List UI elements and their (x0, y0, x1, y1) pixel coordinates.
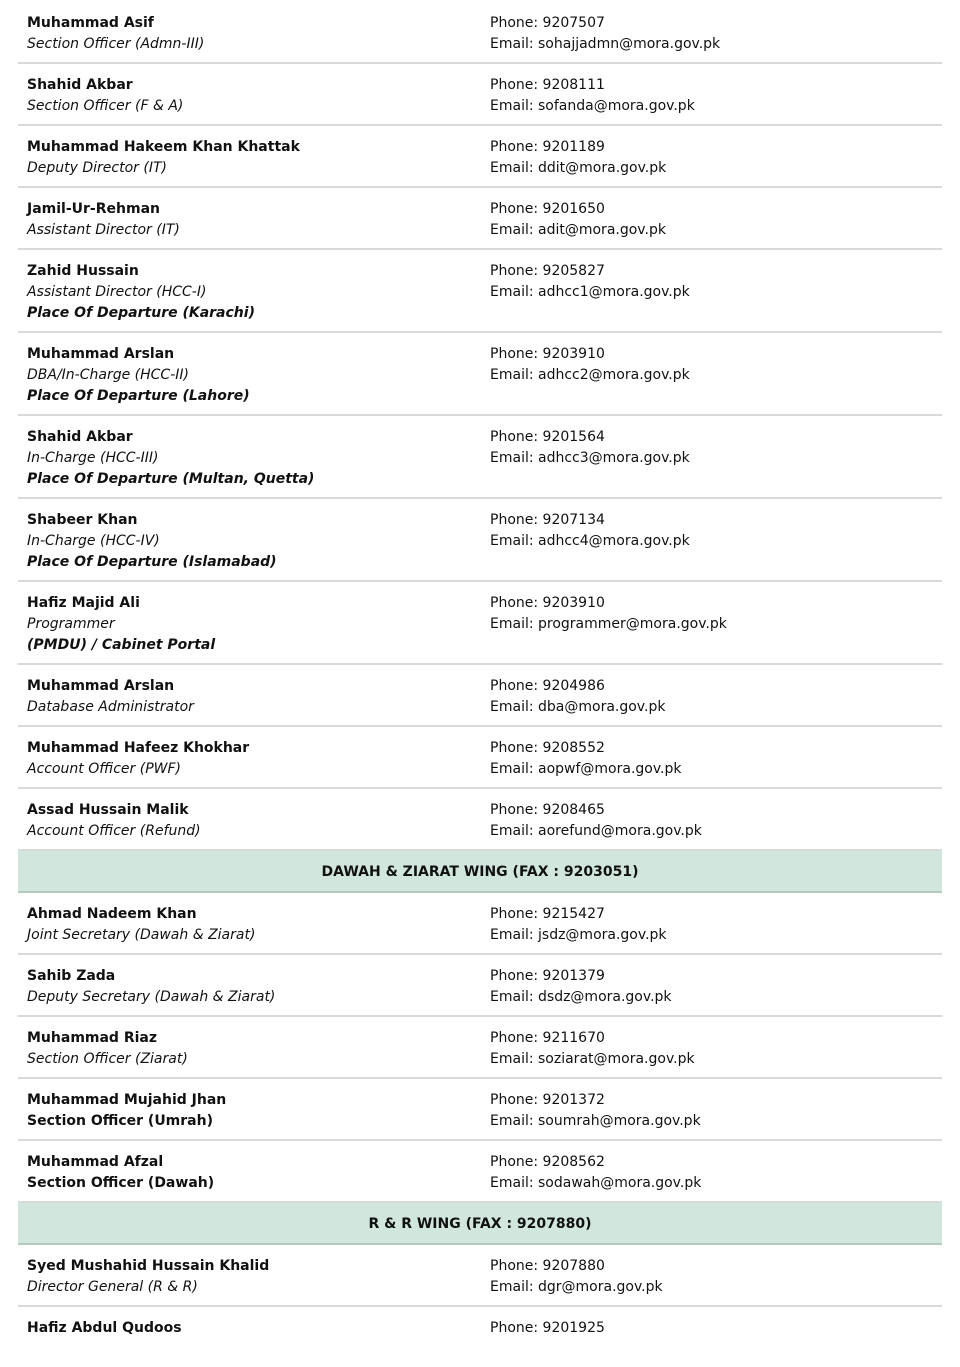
staff-identity (27, 800, 467, 842)
staff-email: Email: dsdz@mora.gov.pk (490, 989, 672, 1005)
staff-identity (27, 738, 467, 780)
staff-email: Email: soumrah@mora.gov.pk (490, 1113, 701, 1129)
staff-entry-row (18, 727, 942, 789)
staff-phone: Phone: 9201189 (490, 139, 605, 155)
staff-email: Email: sohajjadmn@mora.gov.pk (490, 36, 721, 52)
staff-identity (27, 1256, 467, 1298)
staff-phone: Phone: 9201379 (490, 968, 605, 984)
staff-contact (490, 966, 930, 1008)
staff-identity (27, 1028, 467, 1070)
staff-identity (27, 1318, 467, 1339)
staff-contact (490, 1090, 930, 1132)
staff-identity (27, 1090, 467, 1132)
staff-identity (27, 510, 467, 573)
staff-entry-row (18, 893, 942, 955)
staff-email: Email: adhcc3@mora.gov.pk (490, 450, 690, 466)
staff-contact (490, 75, 930, 117)
staff-contact (490, 1152, 930, 1194)
staff-name: Muhammad Hakeem Khan Khattak (27, 139, 300, 155)
staff-phone: Phone: 9211670 (490, 1030, 605, 1046)
staff-phone: Phone: 9205827 (490, 263, 605, 279)
staff-designation: Section Officer (F & A) (27, 98, 184, 114)
staff-identity (27, 199, 467, 241)
staff-posting-note: Place Of Departure (Islamabad) (27, 554, 277, 570)
staff-identity (27, 1152, 467, 1194)
staff-entry-row (18, 1141, 942, 1203)
staff-entry-row (18, 789, 942, 851)
staff-entry-row (18, 1017, 942, 1079)
staff-contact (490, 510, 930, 552)
staff-contact (490, 1028, 930, 1070)
staff-name: Zahid Hussain (27, 263, 139, 279)
staff-phone: Phone: 9201650 (490, 201, 605, 217)
staff-identity (27, 137, 467, 179)
staff-entry-row (18, 955, 942, 1017)
staff-name: Muhammad Hafeez Khokhar (27, 740, 250, 756)
staff-identity (27, 75, 467, 117)
staff-posting-note: Place Of Departure (Karachi) (27, 305, 255, 321)
staff-designation: In-Charge (HCC-IV) (27, 533, 160, 549)
staff-name: Assad Hussain Malik (27, 802, 189, 818)
staff-designation: DBA/In-Charge (HCC-II) (27, 367, 189, 383)
staff-name: Shahid Akbar (27, 77, 133, 93)
staff-entry-row (18, 250, 942, 333)
staff-entry-row (18, 499, 942, 582)
staff-contact (490, 137, 930, 179)
staff-designation: Section Officer (Ziarat) (27, 1051, 188, 1067)
staff-posting-note: Place Of Departure (Lahore) (27, 388, 250, 404)
staff-designation: Programmer (27, 616, 115, 632)
staff-entry-row (18, 1079, 942, 1141)
staff-identity (27, 344, 467, 407)
staff-entry-row (18, 64, 942, 126)
staff-posting-note: Place Of Departure (Multan, Quetta) (27, 471, 315, 487)
staff-entry-row (18, 333, 942, 416)
staff-name: Muhammad Asif (27, 15, 154, 31)
staff-designation: Assistant Director (IT) (27, 222, 180, 238)
staff-entry-row (18, 665, 942, 727)
staff-entry-row (18, 1307, 942, 1367)
staff-designation: Section Officer (Admn-III) (27, 36, 205, 52)
wing-section-header: DAWAH & ZIARAT WING (FAX : 9203051) (18, 851, 942, 893)
staff-contact (490, 1256, 930, 1298)
staff-contact (490, 904, 930, 946)
staff-name: Hafiz Majid Ali (27, 595, 140, 611)
staff-entry-row (18, 126, 942, 188)
staff-email: Email: programmer@mora.gov.pk (490, 616, 727, 632)
staff-name: Shahid Akbar (27, 429, 133, 445)
staff-email: Email: dba@mora.gov.pk (490, 699, 666, 715)
staff-email: Email: aorefund@mora.gov.pk (490, 823, 702, 839)
staff-phone: Phone: 9201925 (490, 1320, 605, 1336)
staff-phone: Phone: 9208562 (490, 1154, 605, 1170)
staff-entry-row (18, 2, 942, 64)
staff-phone: Phone: 9204986 (490, 678, 605, 694)
staff-contact (490, 1318, 930, 1339)
staff-identity (27, 904, 467, 946)
staff-contact (490, 800, 930, 842)
staff-contact (490, 344, 930, 386)
staff-designation: Database Administrator (27, 699, 194, 715)
staff-phone: Phone: 9201372 (490, 1092, 605, 1108)
staff-phone: Phone: 9208111 (490, 77, 605, 93)
wing-section-header: R & R WING (FAX : 9207880) (18, 1203, 942, 1245)
staff-name: Ahmad Nadeem Khan (27, 906, 197, 922)
staff-email: Email: ddit@mora.gov.pk (490, 160, 667, 176)
staff-identity (27, 261, 467, 324)
staff-identity (27, 676, 467, 718)
staff-name: Muhammad Arslan (27, 346, 175, 362)
staff-name: Jamil-Ur-Rehman (27, 201, 160, 217)
staff-identity (27, 966, 467, 1008)
staff-designation: Joint Secretary (Dawah & Ziarat) (27, 927, 256, 943)
staff-name: Muhammad Arslan (27, 678, 175, 694)
staff-name: Syed Mushahid Hussain Khalid (27, 1258, 270, 1274)
staff-contact (490, 199, 930, 241)
staff-name: Muhammad Riaz (27, 1030, 158, 1046)
staff-designation: Account Officer (PWF) (27, 761, 182, 777)
staff-phone: Phone: 9203910 (490, 595, 605, 611)
staff-email: Email: sodawah@mora.gov.pk (490, 1175, 702, 1191)
staff-designation: In-Charge (HCC-III) (27, 450, 159, 466)
staff-designation: Section Officer (Dawah) (27, 1175, 215, 1191)
staff-identity (27, 427, 467, 490)
staff-email: Email: sofanda@mora.gov.pk (490, 98, 695, 114)
staff-contact (490, 738, 930, 780)
staff-designation: Assistant Director (HCC-I) (27, 284, 207, 300)
staff-email: Email: aopwf@mora.gov.pk (490, 761, 682, 777)
staff-contact (490, 593, 930, 635)
staff-contact (490, 261, 930, 303)
staff-contact (490, 427, 930, 469)
staff-phone: Phone: 9215427 (490, 906, 605, 922)
staff-entry-row (18, 188, 942, 250)
staff-designation: Deputy Secretary (Dawah & Ziarat) (27, 989, 276, 1005)
staff-email: Email: adit@mora.gov.pk (490, 222, 666, 238)
staff-designation: Director General (R & R) (27, 1279, 198, 1295)
staff-designation: Account Officer (Refund) (27, 823, 201, 839)
staff-name: Muhammad Afzal (27, 1154, 164, 1170)
staff-entry-row (18, 416, 942, 499)
staff-entry-row (18, 582, 942, 665)
staff-entry-row (18, 1245, 942, 1307)
staff-phone: Phone: 9201564 (490, 429, 605, 445)
staff-email: Email: jsdz@mora.gov.pk (490, 927, 667, 943)
staff-name: Sahib Zada (27, 968, 116, 984)
staff-name: Hafiz Abdul Qudoos (27, 1320, 182, 1336)
staff-email: Email: soziarat@mora.gov.pk (490, 1051, 695, 1067)
staff-email: Email: adhcc1@mora.gov.pk (490, 284, 690, 300)
staff-phone: Phone: 9207880 (490, 1258, 605, 1274)
staff-phone: Phone: 9207134 (490, 512, 605, 528)
staff-contact (490, 676, 930, 718)
staff-email: Email: dgr@mora.gov.pk (490, 1279, 663, 1295)
staff-name: Shabeer Khan (27, 512, 138, 528)
staff-email: Email: adhcc4@mora.gov.pk (490, 533, 690, 549)
staff-contact (490, 13, 930, 55)
staff-designation: Section Officer (Umrah) (27, 1113, 213, 1129)
staff-identity (27, 13, 467, 55)
staff-identity (27, 593, 467, 656)
staff-email: Email: adhcc2@mora.gov.pk (490, 367, 690, 383)
staff-phone: Phone: 9208552 (490, 740, 605, 756)
staff-phone: Phone: 9208465 (490, 802, 605, 818)
staff-designation: Deputy Director (IT) (27, 160, 167, 176)
staff-phone: Phone: 9207507 (490, 15, 605, 31)
staff-phone: Phone: 9203910 (490, 346, 605, 362)
staff-posting-note: (PMDU) / Cabinet Portal (27, 637, 216, 653)
staff-name: Muhammad Mujahid Jhan (27, 1092, 227, 1108)
staff-directory (18, 2, 942, 1367)
